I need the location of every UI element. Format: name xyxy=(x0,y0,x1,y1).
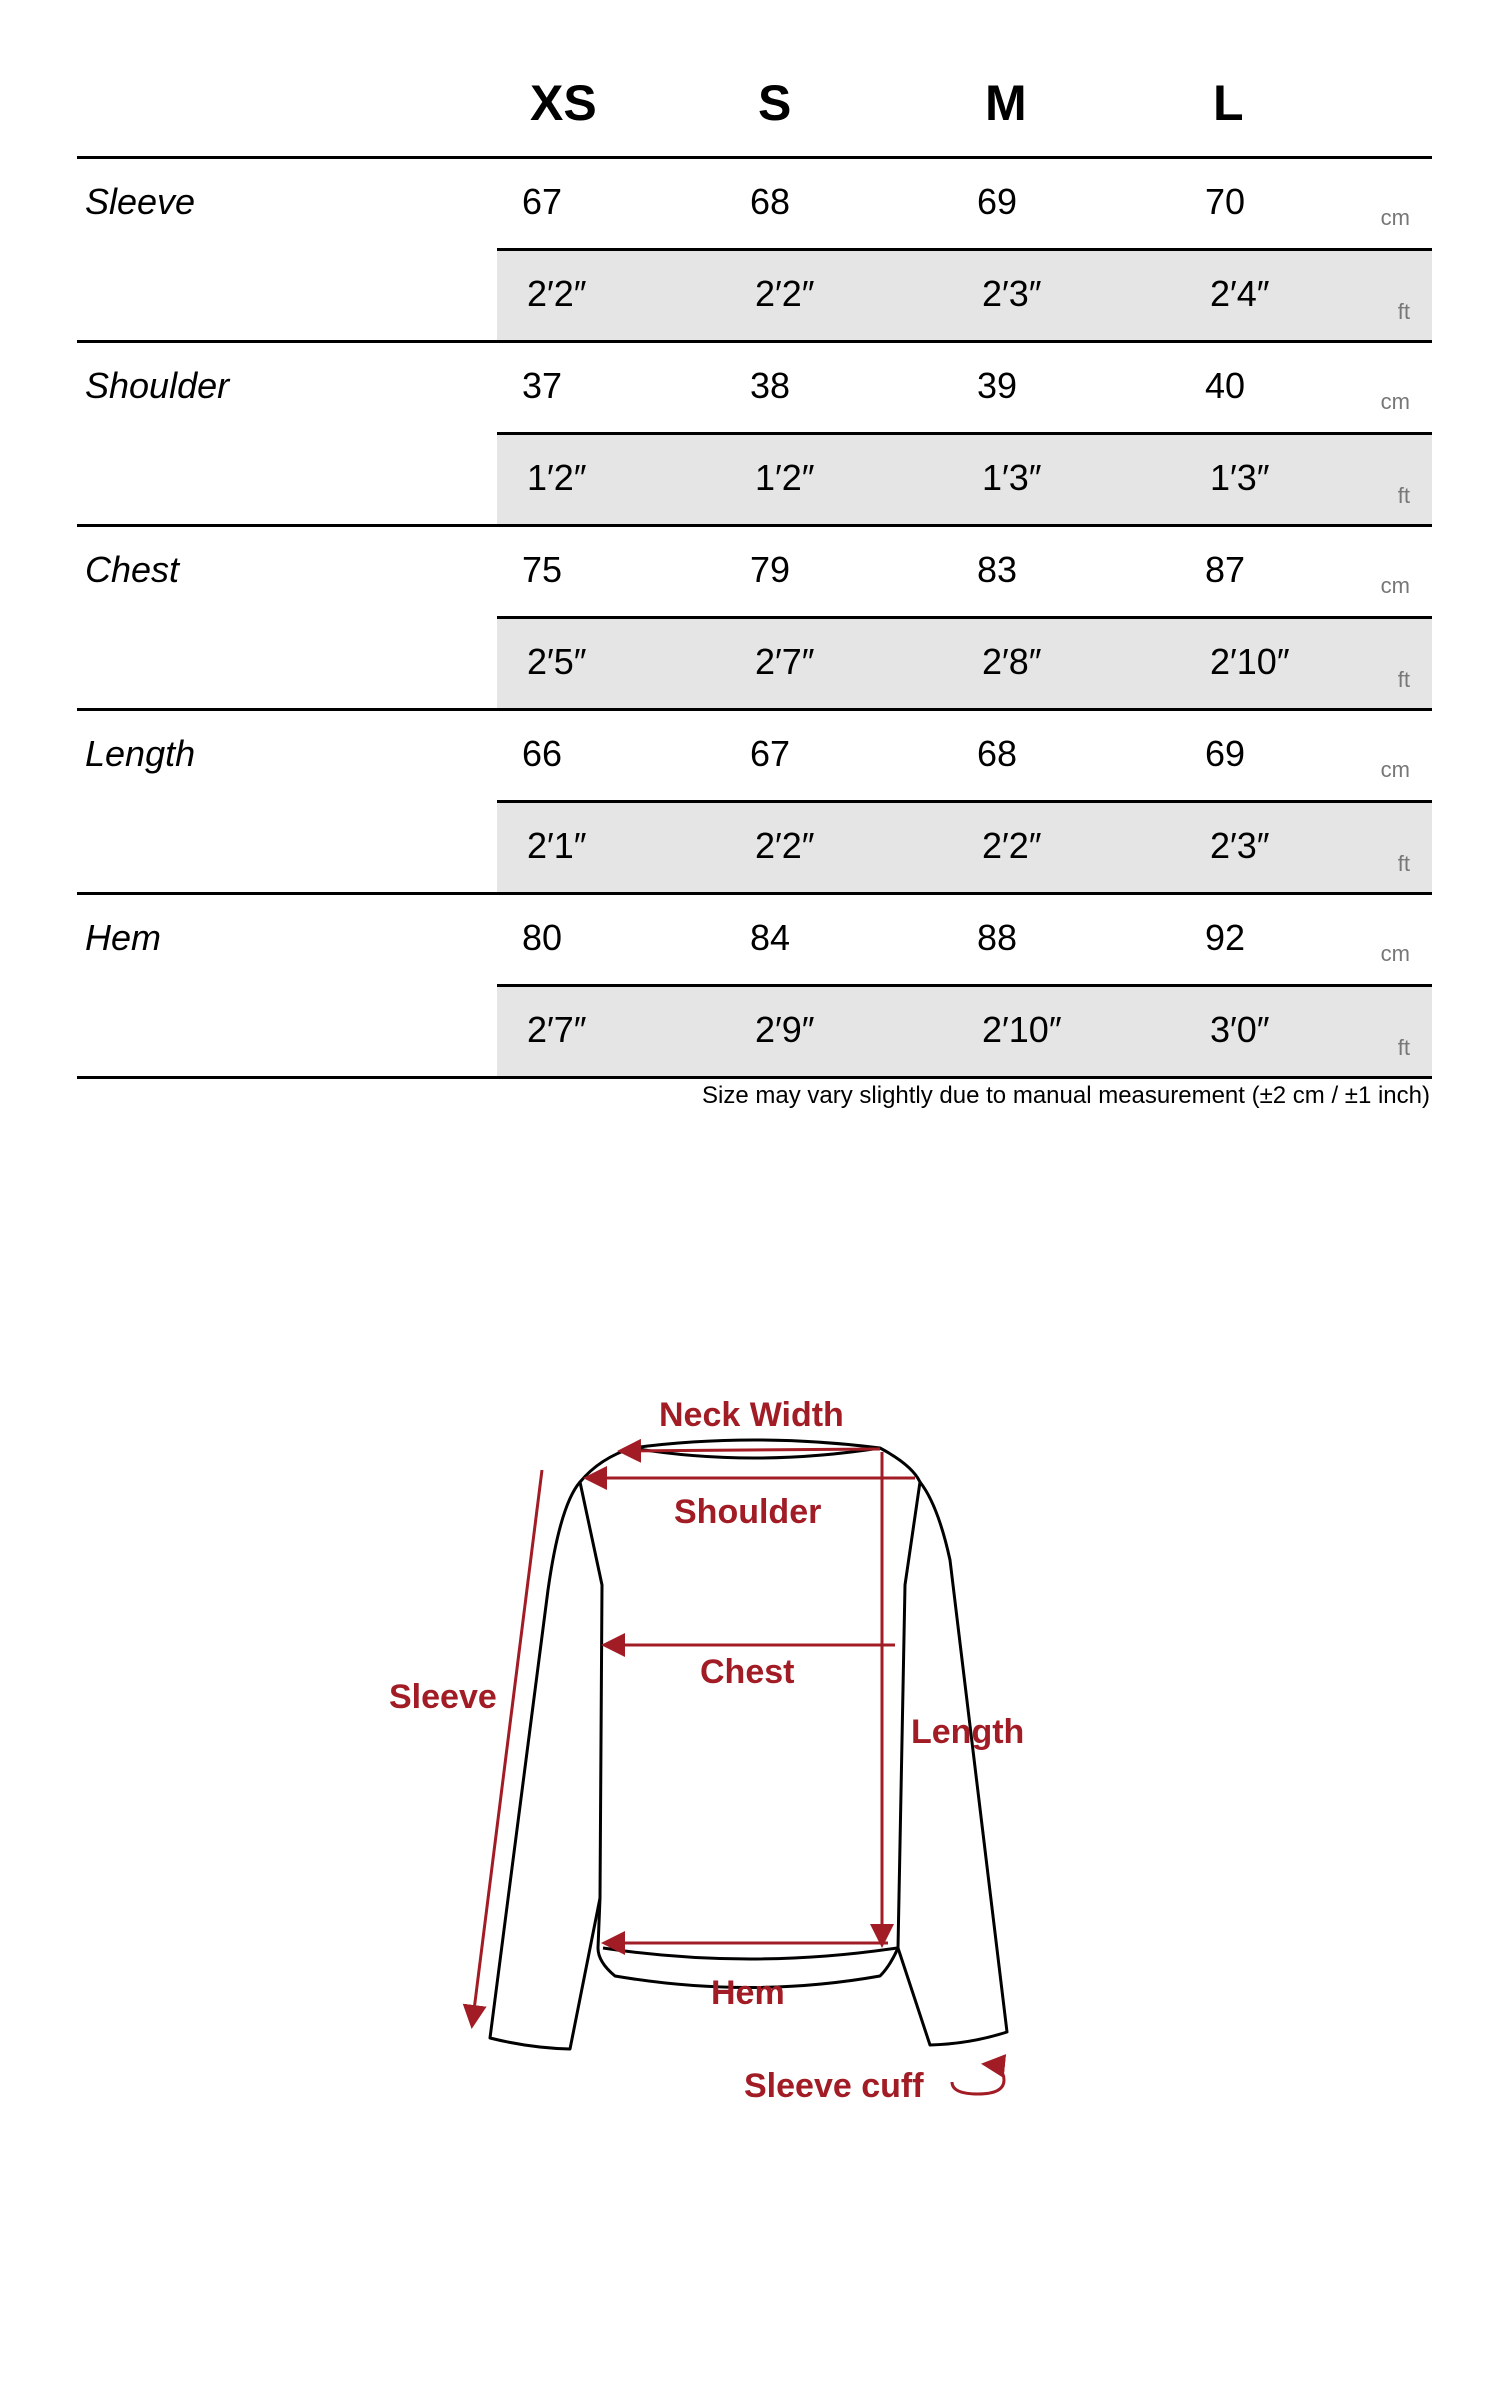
cm-value: 79 xyxy=(750,549,791,590)
measurement-label: Length xyxy=(85,733,196,774)
cm-value: 92 xyxy=(1205,917,1246,958)
cm-value: 69 xyxy=(1205,733,1246,774)
cm-value: 83 xyxy=(977,549,1018,590)
size-l-heading: L xyxy=(1213,75,1244,131)
sleeve-cuff-arrow xyxy=(952,2064,1004,2094)
ft-value: 2′2″ xyxy=(982,825,1042,866)
right-sleeve-outline xyxy=(898,1482,1007,2045)
measurement-group-length xyxy=(77,711,1432,895)
cm-value: 67 xyxy=(522,181,563,222)
hem-band-outline xyxy=(603,1948,897,1959)
cm-value: 39 xyxy=(977,365,1018,406)
ft-row xyxy=(497,251,1432,340)
measurement-diagram xyxy=(0,1330,1500,2180)
ft-row xyxy=(497,803,1432,892)
chest-label: Chest xyxy=(700,1653,795,1691)
ft-value: 2′2″ xyxy=(755,273,815,314)
ft-value: 2′1″ xyxy=(527,825,587,866)
cm-row xyxy=(497,159,1432,251)
ft-value: 2′7″ xyxy=(755,641,815,682)
measurement-group-sleeve xyxy=(77,159,1432,343)
unit-ft-label: ft xyxy=(1397,483,1410,508)
cm-value: 40 xyxy=(1205,365,1246,406)
unit-ft-label: ft xyxy=(1397,851,1410,876)
unit-ft-label: ft xyxy=(1397,667,1410,692)
cm-value: 80 xyxy=(522,917,563,958)
unit-ft-label: ft xyxy=(1397,299,1410,324)
ft-value: 2′3″ xyxy=(982,273,1042,314)
ft-value: 1′2″ xyxy=(755,457,815,498)
cm-row xyxy=(497,527,1432,619)
size-m-heading: M xyxy=(985,75,1027,131)
cm-value: 37 xyxy=(522,365,563,406)
cm-value: 66 xyxy=(522,733,563,774)
neck-width-arrow xyxy=(620,1449,880,1451)
ft-value: 2′2″ xyxy=(527,273,587,314)
measurement-group-shoulder xyxy=(77,343,1432,527)
sleeve-label: Sleeve xyxy=(389,1678,497,1716)
cm-value: 75 xyxy=(522,549,563,590)
ft-value: 2′7″ xyxy=(527,1009,587,1050)
neck-width-label: Neck Width xyxy=(659,1396,844,1434)
sleeve-arrow xyxy=(472,1470,542,2026)
ft-value: 2′8″ xyxy=(982,641,1042,682)
unit-ft-label: ft xyxy=(1397,1035,1410,1060)
cm-row xyxy=(497,711,1432,803)
cm-value: 68 xyxy=(977,733,1018,774)
size-chart-table xyxy=(77,64,1432,1079)
sleeve-cuff-label: Sleeve cuff xyxy=(744,2067,924,2105)
shoulder-label: Shoulder xyxy=(674,1493,822,1531)
ft-value: 2′10″ xyxy=(982,1009,1062,1050)
ft-value: 1′2″ xyxy=(527,457,587,498)
cm-row xyxy=(497,343,1432,435)
ft-value: 2′5″ xyxy=(527,641,587,682)
measurement-label: Hem xyxy=(85,917,162,958)
ft-value: 1′3″ xyxy=(982,457,1042,498)
size-header-row xyxy=(77,64,1432,159)
unit-cm-label: cm xyxy=(1380,941,1410,966)
cm-value: 84 xyxy=(750,917,791,958)
length-label: Length xyxy=(911,1713,1025,1751)
cm-value: 88 xyxy=(977,917,1018,958)
ft-value: 2′9″ xyxy=(755,1009,815,1050)
ft-row xyxy=(497,619,1432,708)
ft-row xyxy=(497,435,1432,524)
measurement-label: Chest xyxy=(85,549,180,590)
ft-value: 3′0″ xyxy=(1210,1009,1270,1050)
hem-label: Hem xyxy=(711,1974,785,2012)
unit-cm-label: cm xyxy=(1380,205,1410,230)
left-sleeve-outline xyxy=(490,1482,600,2049)
size-s-heading: S xyxy=(758,75,792,131)
ft-value: 2′4″ xyxy=(1210,273,1270,314)
cm-value: 67 xyxy=(750,733,791,774)
unit-cm-label: cm xyxy=(1380,389,1410,414)
ft-row xyxy=(497,987,1432,1076)
ft-value: 2′3″ xyxy=(1210,825,1270,866)
measurement-note: Size may vary slightly due to manual measurement (±2 cm / ±1 inch) xyxy=(702,1082,1430,1109)
cm-value: 70 xyxy=(1205,181,1246,222)
measurement-label: Sleeve xyxy=(85,181,196,222)
measurement-label: Shoulder xyxy=(85,365,230,406)
ft-value: 2′2″ xyxy=(755,825,815,866)
ft-value: 1′3″ xyxy=(1210,457,1270,498)
measurement-group-chest xyxy=(77,527,1432,711)
cm-value: 38 xyxy=(750,365,791,406)
cm-value: 87 xyxy=(1205,549,1246,590)
size-xs-heading: XS xyxy=(530,75,597,131)
cm-value: 69 xyxy=(977,181,1018,222)
measurement-group-hem xyxy=(77,895,1432,1079)
cm-row xyxy=(497,895,1432,987)
cm-value: 68 xyxy=(750,181,791,222)
unit-cm-label: cm xyxy=(1380,757,1410,782)
unit-cm-label: cm xyxy=(1380,573,1410,598)
ft-value: 2′10″ xyxy=(1210,641,1290,682)
